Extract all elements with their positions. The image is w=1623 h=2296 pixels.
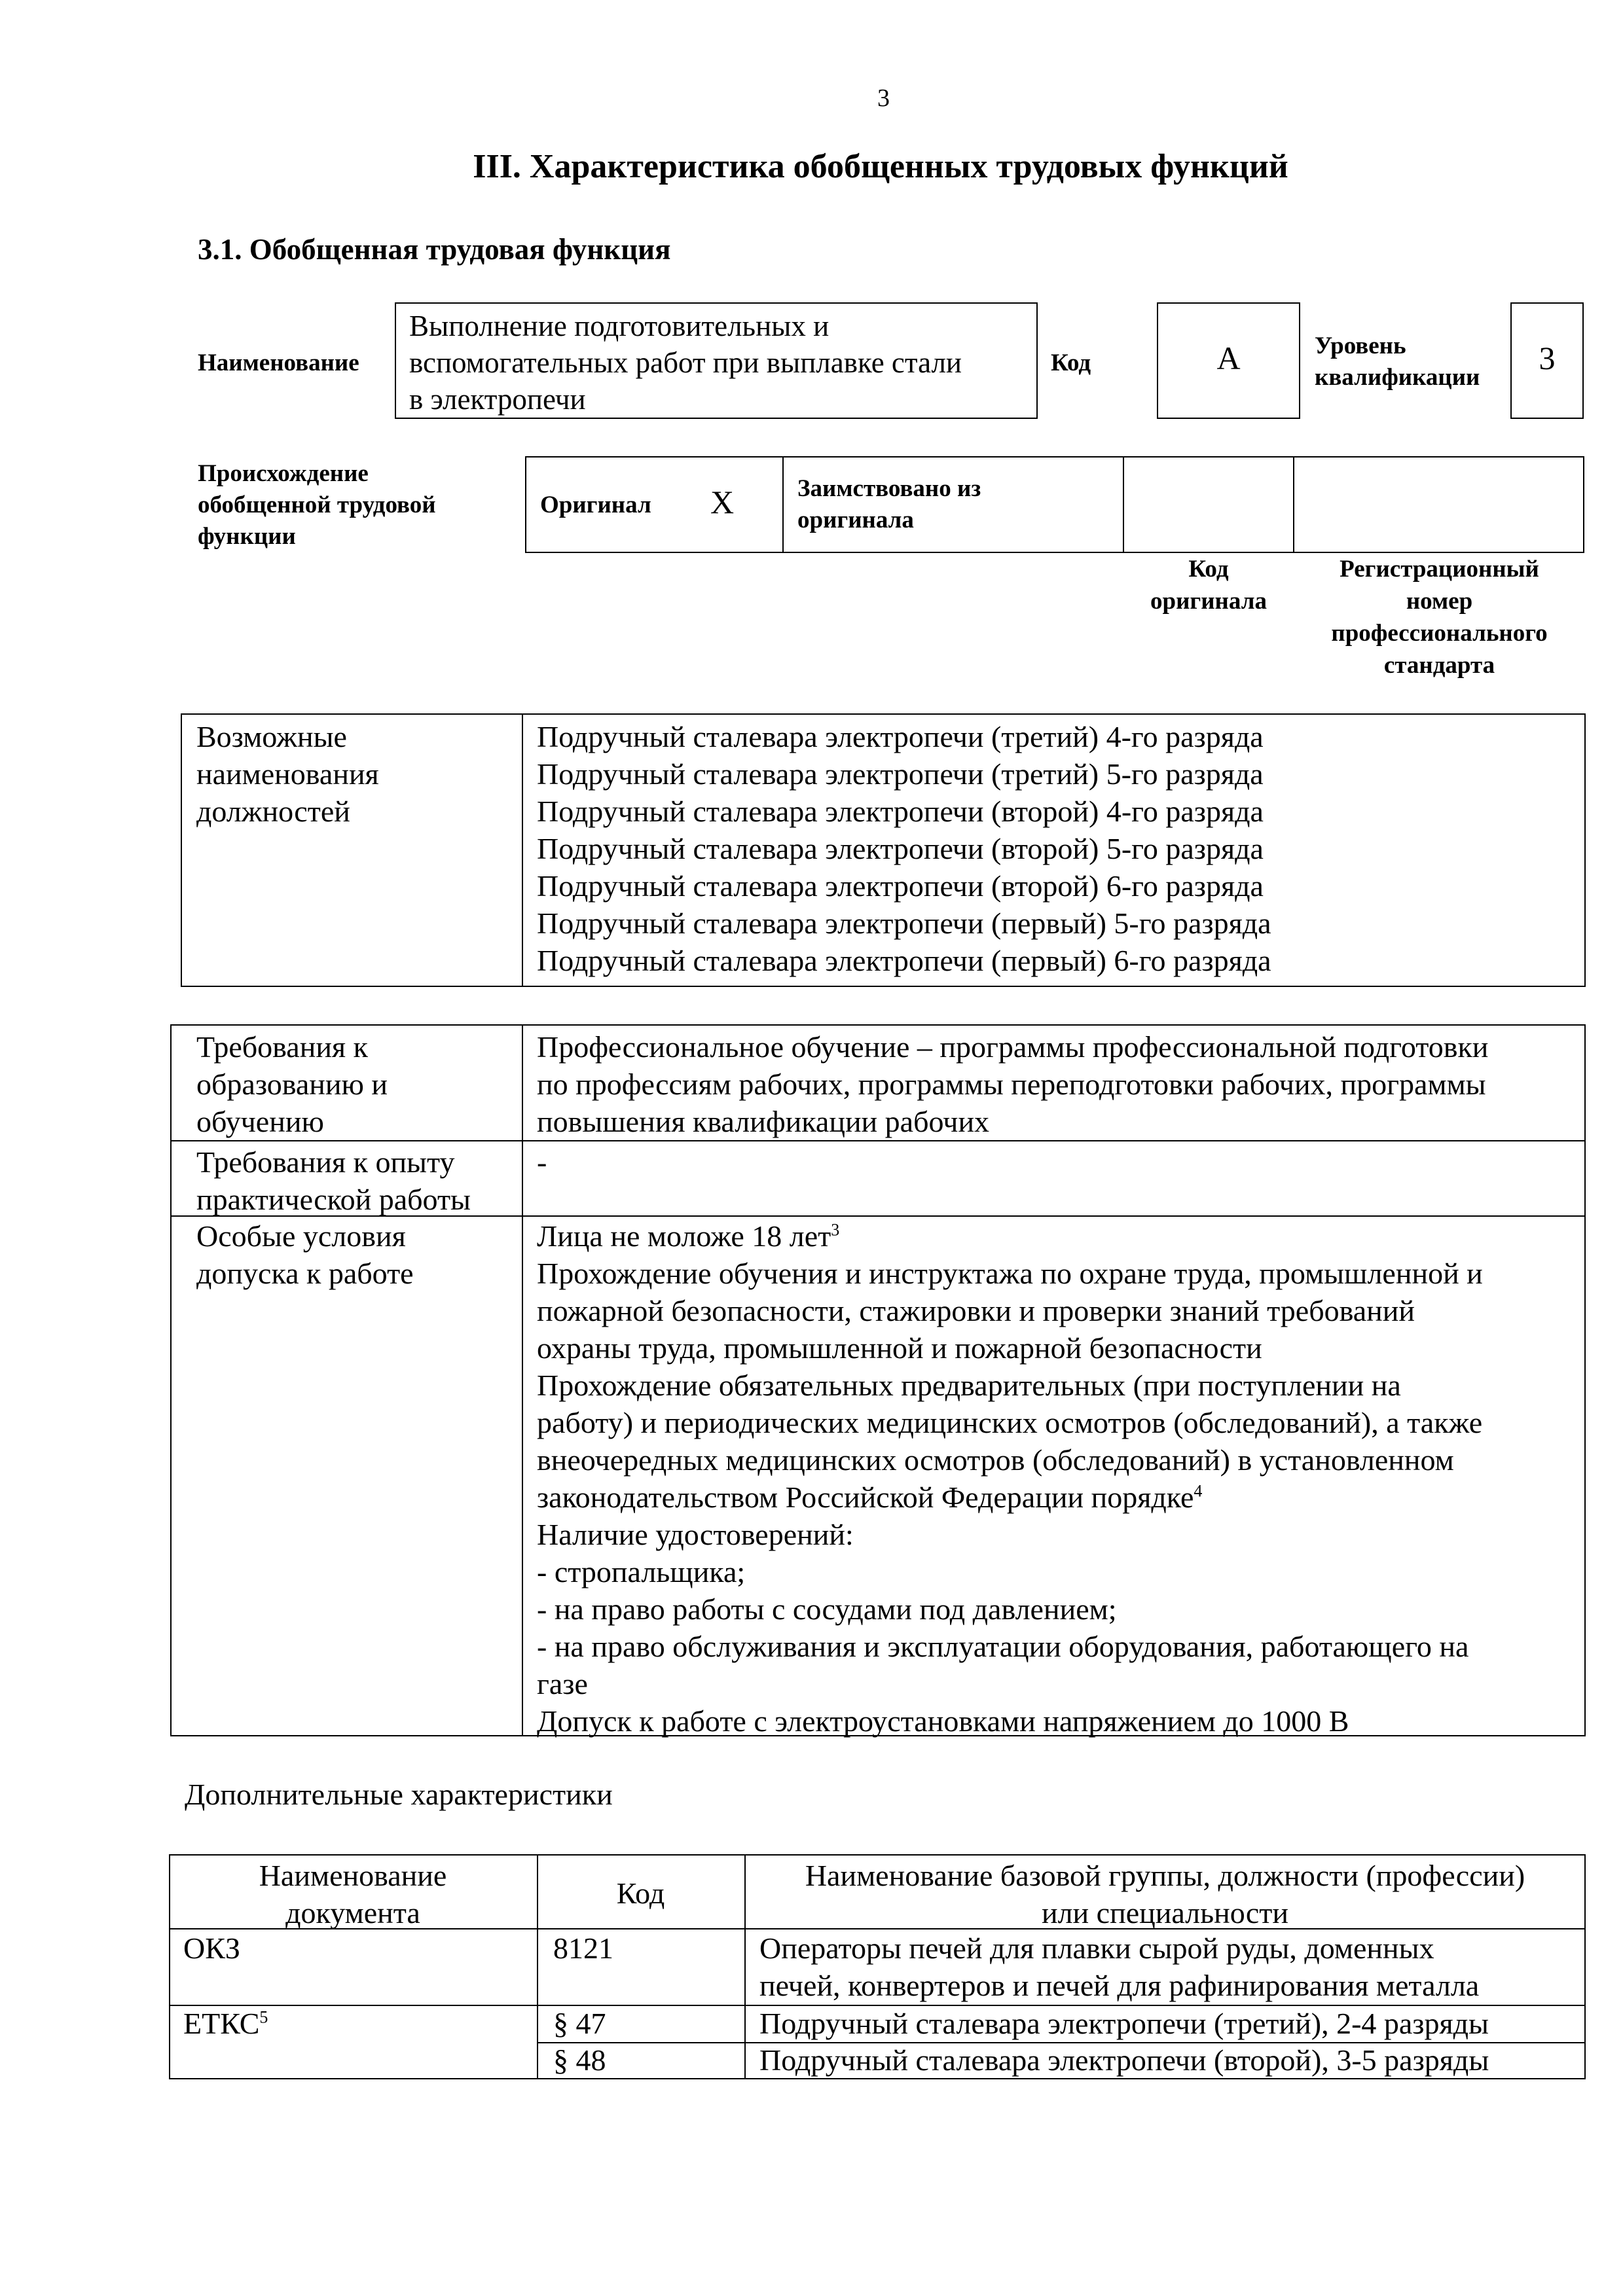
- footnote-ref: 3: [831, 1220, 840, 1240]
- position-item: Подручный сталевара электропечи (третий) 4-го разряда: [537, 720, 1264, 753]
- positions-label: [196, 718, 379, 830]
- special-line: Прохождение обязательных предварительных (при поступлении на: [537, 1369, 1401, 1402]
- level-label-line: квалификации: [1315, 364, 1480, 391]
- page-number: 3: [877, 84, 890, 112]
- position-item: Подручный сталевара электропечи (второй) 6-го разряда: [537, 869, 1264, 903]
- position-item: Подручный сталевара электропечи (первый) 6-го разряда: [537, 944, 1271, 977]
- caption-line: Регистрационный: [1340, 556, 1539, 583]
- experience-label-line: Требования к опыту: [196, 1145, 455, 1179]
- okz-name-line: печей, конвертеров и печей для рафинирования металла: [759, 1969, 1480, 2002]
- special-line: внеочередных медицинских осмотров (обследований) в установленном: [537, 1443, 1454, 1477]
- additional-title: Дополнительные характеристики: [185, 1778, 613, 1811]
- origin-label: [198, 458, 436, 552]
- name-line: Выполнение подготовительных и: [409, 310, 830, 342]
- special-line: - на право работы с сосудами под давлением;: [537, 1592, 1117, 1626]
- borrowed-label: [797, 473, 981, 536]
- education-line: по профессиям рабочих, программы переподготовки рабочих, программы: [537, 1067, 1486, 1101]
- okz-doc: ОКЗ: [183, 1931, 240, 1965]
- education-line: Профессиональное обучение – программы профессиональной подготовки: [537, 1030, 1489, 1064]
- okz-code: 8121: [553, 1931, 613, 1965]
- education-label-line: образованию и: [196, 1067, 388, 1101]
- position-item: Подручный сталевара электропечи (первый) 5-го разряда: [537, 906, 1271, 940]
- special-line: [537, 1479, 1483, 1516]
- header-line: Наименование базовой группы, должности (профессии): [805, 1859, 1525, 1892]
- caption-line: Код: [1188, 556, 1229, 583]
- positions-label-line: наименования: [196, 757, 379, 791]
- special-line: газе: [537, 1667, 588, 1700]
- code-original-caption: [1123, 553, 1294, 617]
- okz-name: [759, 1929, 1479, 2004]
- col-header-document: [169, 1857, 537, 1931]
- header-line: документа: [285, 1896, 420, 1929]
- name-value: [409, 308, 962, 418]
- okz-name-line: Операторы печей для плавки сырой руды, доменных: [759, 1931, 1434, 1965]
- special-line: охраны труда, промышленной и пожарной безопасности: [537, 1331, 1262, 1365]
- caption-line: профессионального: [1331, 620, 1548, 647]
- position-item: Подручный сталевара электропечи (второй) 4-го разряда: [537, 795, 1264, 828]
- education-label: [196, 1028, 388, 1140]
- education-line: повышения квалификации рабочих: [537, 1105, 990, 1138]
- origin-box: [525, 456, 1584, 553]
- special-label-line: допуска к работе: [196, 1257, 414, 1290]
- etks-name: Подручный сталевара электропечи (второй), 3-5 разряды: [759, 2043, 1489, 2077]
- code-label: Код: [1051, 350, 1091, 376]
- special-line: работу) и периодических медицинских осмотров (обследований), а также: [537, 1406, 1483, 1439]
- col-header-name: [744, 1857, 1586, 1931]
- header-line: или специальности: [1041, 1896, 1289, 1929]
- name-label: Наименование: [198, 350, 359, 376]
- special-line-text: законодательством Российской Федерации порядке: [537, 1480, 1194, 1514]
- origin-label-line: Происхождение: [198, 460, 369, 487]
- subsection-title: 3.1. Обобщенная трудовая функция: [198, 233, 671, 266]
- special-line: [537, 1217, 1483, 1255]
- footnote-ref: 5: [259, 2007, 268, 2027]
- special-label: [196, 1217, 414, 1292]
- section-title: III. Характеристика обобщенных трудовых функций: [473, 148, 1288, 185]
- original-mark: X: [710, 484, 735, 520]
- borrowed-label-line: оригинала: [797, 507, 914, 533]
- name-line: вспомогательных работ при выплавке стали: [409, 346, 962, 379]
- position-item: Подручный сталевара электропечи (второй) 5-го разряда: [537, 832, 1264, 865]
- special-value: [537, 1217, 1483, 1740]
- special-line: Наличие удостоверений:: [537, 1518, 854, 1551]
- positions-list: [537, 718, 1271, 979]
- footnote-ref: 4: [1194, 1481, 1203, 1501]
- etks-code: § 47: [553, 2007, 606, 2040]
- experience-label-line: практической работы: [196, 1183, 471, 1216]
- origin-label-line: обобщенной трудовой: [198, 492, 436, 518]
- special-line: Допуск к работе с электроустановками напряжением до 1000 В: [537, 1704, 1349, 1738]
- special-line: пожарной безопасности, стажировки и проверки знаний требований: [537, 1294, 1415, 1327]
- special-label-line: Особые условия: [196, 1219, 406, 1253]
- etks-code: § 48: [553, 2043, 606, 2077]
- level-label-line: Уровень: [1315, 332, 1406, 359]
- caption-line: номер: [1406, 588, 1473, 615]
- level-value: 3: [1539, 340, 1556, 376]
- col-header-code: Код: [616, 1876, 665, 1910]
- caption-line: оригинала: [1150, 588, 1267, 615]
- experience-label: [196, 1143, 471, 1218]
- education-value: [537, 1028, 1488, 1140]
- original-label: Оригинал: [540, 492, 651, 518]
- special-line-text: Лица не моложе 18 лет: [537, 1219, 831, 1253]
- name-line: в электропечи: [409, 383, 586, 416]
- code-value: А: [1216, 340, 1241, 376]
- reg-number-caption: [1294, 553, 1584, 681]
- education-label-line: обучению: [196, 1105, 324, 1138]
- etks-doc-text: ЕТКС: [183, 2007, 260, 2040]
- positions-label-line: Возможные: [196, 720, 347, 753]
- header-line: Наименование: [259, 1859, 447, 1892]
- special-line: - на право обслуживания и эксплуатации оборудования, работающего на: [537, 1630, 1469, 1663]
- etks-doc: [183, 2005, 268, 2042]
- experience-value: -: [537, 1145, 547, 1179]
- position-item: Подручный сталевара электропечи (третий) 5-го разряда: [537, 757, 1264, 791]
- positions-label-line: должностей: [196, 795, 350, 828]
- caption-line: стандарта: [1383, 652, 1495, 679]
- education-label-line: Требования к: [196, 1030, 368, 1064]
- level-label: [1315, 331, 1480, 393]
- borrowed-label-line: Заимствовано из: [797, 475, 981, 502]
- special-line: Прохождение обучения и инструктажа по охране труда, промышленной и: [537, 1257, 1483, 1290]
- special-line: - стропальщика;: [537, 1555, 746, 1588]
- etks-name: Подручный сталевара электропечи (третий), 2-4 разряды: [759, 2007, 1489, 2040]
- origin-label-line: функции: [198, 523, 296, 550]
